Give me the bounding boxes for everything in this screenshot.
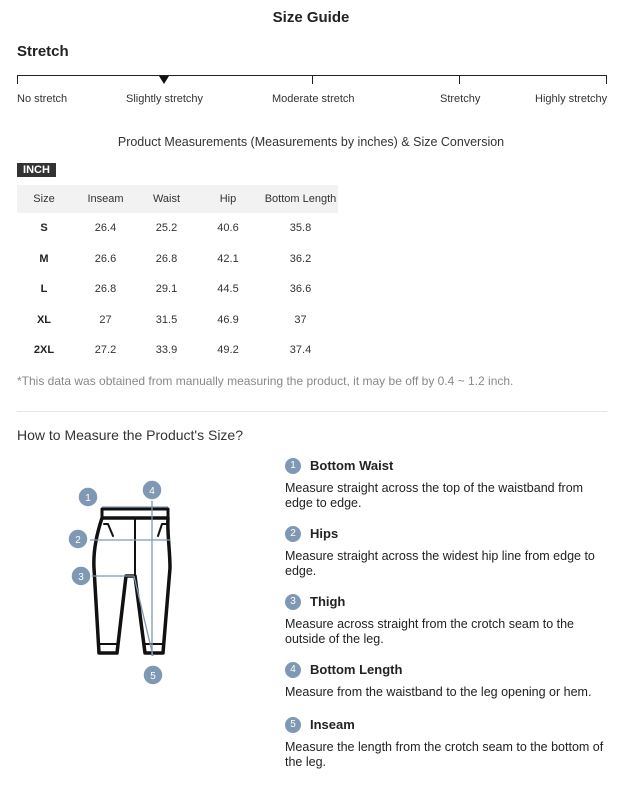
hip-cell: 44.5	[217, 283, 239, 296]
section-divider	[17, 411, 607, 412]
step-title: Thigh	[310, 594, 346, 609]
column-header-inseam: Inseam	[71, 185, 140, 213]
table-row	[17, 213, 338, 244]
step-header	[285, 716, 610, 733]
size-cell: XL	[36, 313, 52, 326]
stretch-label-highly: Highly stretchy	[535, 93, 608, 105]
page-title: Size Guide	[272, 9, 350, 26]
column-header-bottom-length: Bottom Length	[263, 185, 338, 213]
marker-5-icon	[143, 665, 163, 685]
table-row	[17, 274, 338, 305]
step-description: Measure from the waistband to the leg opening or hem.	[285, 685, 592, 699]
marker-2-icon	[68, 529, 88, 549]
step-title: Inseam	[310, 717, 355, 732]
waist-cell: 31.5	[155, 313, 178, 326]
step-header	[285, 525, 610, 542]
step-title: Hips	[310, 526, 339, 541]
howto-heading: How to Measure the Product's Size?	[17, 427, 244, 443]
stretch-tick	[459, 75, 460, 84]
step-number-icon: 1	[285, 458, 301, 474]
step-number-icon: 3	[285, 594, 301, 610]
stretch-label-slightly: Slightly stretchy	[126, 93, 204, 105]
waist-cell: 26.8	[155, 252, 178, 265]
svg-text:5: 5	[150, 671, 156, 682]
stretch-tick	[17, 75, 18, 84]
step-title: Bottom Length	[310, 662, 403, 677]
step-header	[285, 593, 610, 610]
waist-cell: 25.2	[155, 222, 178, 235]
column-header-hip: Hip	[193, 185, 263, 213]
measure-step-bottom-length	[285, 661, 610, 700]
inseam-cell: 26.8	[94, 283, 117, 296]
measure-step-thigh	[285, 593, 610, 647]
table-header-row	[17, 185, 338, 213]
stretch-label-no: No stretch	[17, 93, 68, 105]
measure-step-bottom-waist	[285, 457, 610, 511]
stretch-scale	[17, 75, 607, 85]
table-row	[17, 305, 338, 336]
stretch-label-moderate: Moderate stretch	[272, 93, 355, 105]
size-cell: M	[39, 252, 49, 265]
svg-text:4: 4	[149, 486, 155, 497]
step-description: Measure straight across the top of the waistband from edge to edge.	[285, 481, 584, 510]
pants-diagram	[66, 478, 176, 690]
inseam-cell: 27	[99, 313, 112, 326]
marker-3-icon	[71, 566, 91, 586]
step-title: Bottom Waist	[310, 458, 394, 473]
bottom-length-cell: 35.8	[289, 222, 312, 235]
stretch-marker-icon	[159, 76, 169, 84]
hip-cell: 46.9	[217, 313, 239, 326]
hip-cell: 42.1	[217, 252, 239, 265]
inseam-cell: 26.4	[94, 222, 117, 235]
column-header-waist: Waist	[140, 185, 193, 213]
measure-step-inseam	[285, 716, 610, 770]
svg-text:2: 2	[75, 535, 81, 546]
step-number-icon: 2	[285, 526, 301, 542]
bottom-length-cell: 36.6	[289, 283, 312, 296]
marker-1-icon	[78, 487, 98, 507]
svg-text:1: 1	[85, 493, 91, 504]
svg-text:3: 3	[78, 572, 84, 583]
stretch-tick	[606, 75, 607, 84]
table-row	[17, 244, 338, 275]
step-description: Measure the length from the crotch seam to the bottom of the leg.	[285, 740, 604, 769]
hip-cell: 40.6	[217, 222, 239, 235]
unit-badge: INCH	[17, 163, 56, 177]
measure-step-hips	[285, 525, 610, 579]
step-header	[285, 457, 610, 474]
waist-cell: 33.9	[155, 344, 178, 357]
size-cell: L	[40, 283, 48, 296]
pants-icon	[94, 509, 170, 653]
table-row	[17, 335, 338, 366]
stretch-heading: Stretch	[17, 43, 69, 60]
size-cell: 2XL	[33, 344, 55, 357]
step-number-icon: 5	[285, 717, 301, 733]
step-description: Measure straight across the widest hip line from edge to edge.	[285, 549, 595, 578]
bottom-length-cell: 37.4	[289, 344, 312, 357]
size-table	[17, 185, 338, 366]
bottom-length-cell: 36.2	[289, 252, 312, 265]
step-number-icon: 4	[285, 662, 301, 678]
marker-4-icon	[142, 480, 162, 500]
step-header	[285, 661, 610, 678]
stretch-tick	[312, 75, 313, 84]
bottom-length-cell: 37	[294, 313, 307, 326]
inseam-cell: 26.6	[94, 252, 117, 265]
hip-cell: 49.2	[217, 344, 239, 357]
step-description: Measure across straight from the crotch seam to the outside of the leg.	[285, 617, 575, 646]
measurements-heading: Product Measurements (Measurements by inches) & Size Conversion	[117, 135, 505, 149]
inseam-cell: 27.2	[94, 344, 117, 357]
column-header-size: Size	[17, 185, 71, 213]
waist-cell: 29.1	[155, 283, 178, 296]
stretch-label-stretchy: Stretchy	[440, 93, 481, 105]
size-cell: S	[40, 222, 48, 235]
measurement-note: *This data was obtained from manually measuring the product, it may be off by 0.4 ~ 1.2 inch.	[17, 374, 514, 388]
